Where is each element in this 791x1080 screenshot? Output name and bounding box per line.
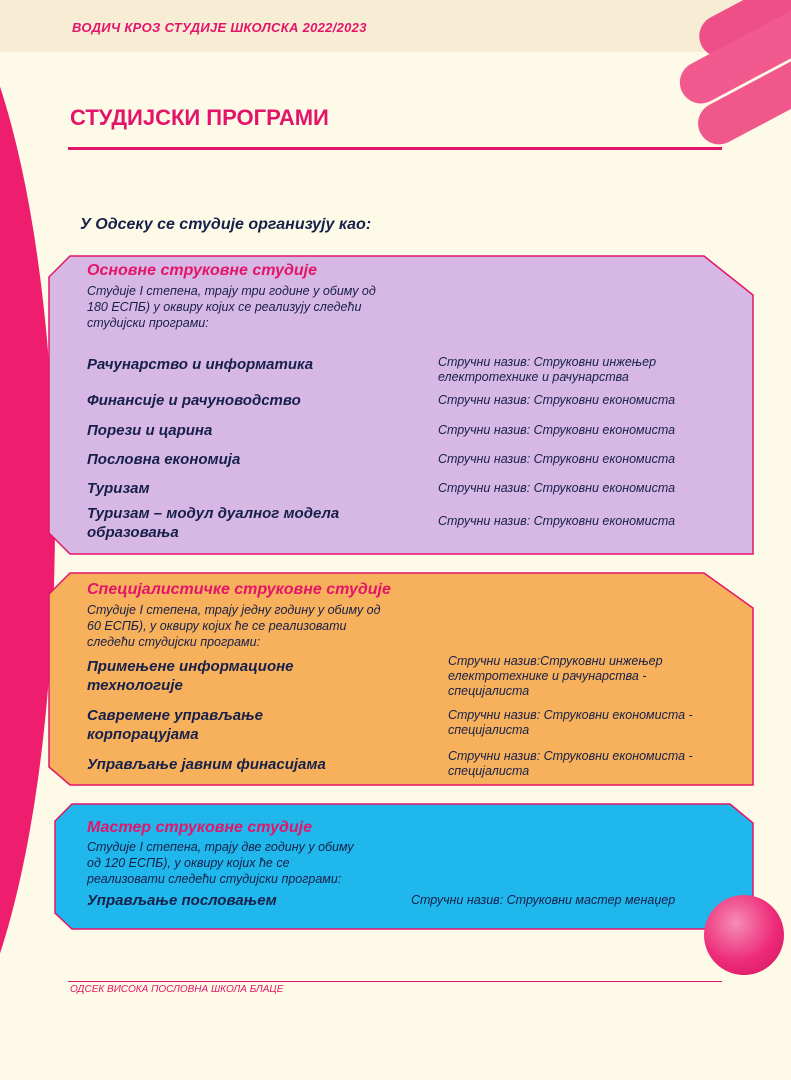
left-decorative-curve <box>0 0 55 1080</box>
intro-text: У Одсеку се студије организују као: <box>80 216 372 233</box>
page-title: СТУДИЈСКИ ПРОГРАМИ <box>70 105 329 130</box>
section-title: Мастер струковне студије <box>87 819 313 836</box>
program-name: Примењене информационе технологије <box>87 658 294 694</box>
program-professional-title: Стручни назив: Струковни економиста <box>438 393 676 407</box>
section-title: Основне струковне студије <box>87 262 318 279</box>
section-description: Студије I степена, трају три године у обиму од 180 ЕСПБ) у оквиру којих се реализују следећи студијски програми: <box>87 284 376 330</box>
program-name: Пословна економија <box>87 451 241 468</box>
program-professional-title: Стручни назив:Струковни инжењер електротехнике и рачунарства - специјалиста <box>448 654 663 698</box>
program-professional-title: Стручни назив: Струковни економиста <box>438 514 676 528</box>
program-professional-title: Стручни назив: Струковни економиста <box>438 423 676 437</box>
program-name: Порези и царина <box>87 422 213 439</box>
decorative-circle <box>704 895 784 975</box>
program-professional-title: Стручни назив: Струковни економиста <box>438 481 676 495</box>
section-description: Студије I степена, трају једну годину у обиму од 60 ЕСПБ), у оквиру којих ће се реализовати следећи студијски програми: <box>87 603 381 649</box>
program-professional-title: Стручни назив: Струковни мастер менаџер <box>411 893 676 907</box>
program-name: Рачунарство и информатика <box>87 356 314 373</box>
program-name: Управљање јавним финасијама <box>87 756 326 773</box>
program-name: Туризам <box>87 480 150 497</box>
specialist-studies-panel <box>48 572 754 786</box>
footer-divider <box>68 981 722 982</box>
program-professional-title: Стручни назив: Струковни инжењер електротехнике и рачунарства <box>438 355 657 384</box>
program-name: Управљање пословањем <box>87 892 277 909</box>
basic-studies-panel <box>48 255 754 555</box>
title-divider <box>68 147 722 150</box>
program-professional-title: Стручни назив: Струковни економиста <box>438 452 676 466</box>
program-professional-title: Стручни назив: Струковни економиста - специјалиста <box>448 708 693 737</box>
footer-text: ОДСЕК ВИСОКА ПОСЛОВНА ШКОЛА БЛАЦЕ <box>70 984 284 995</box>
program-name: Финансије и рачуноводство <box>87 392 301 409</box>
program-name: Туризам – модул дуалног модела образовања <box>87 505 340 541</box>
section-description: Студије I степена, трају две годину у обиму од 120 ЕСПБ), у оквиру којих ће се реализовати следећи студијски програми: <box>87 840 354 886</box>
section-title: Специјалистичке струковне студије <box>87 581 391 598</box>
program-name: Савремене управљање корпорацујама <box>87 707 264 743</box>
header-title: ВОДИЧ КРОЗ СТУДИЈЕ ШКОЛСКА 2022/2023 <box>72 20 367 35</box>
master-studies-panel <box>54 803 754 930</box>
program-professional-title: Стручни назив: Струковни економиста - специјалиста <box>448 749 693 778</box>
